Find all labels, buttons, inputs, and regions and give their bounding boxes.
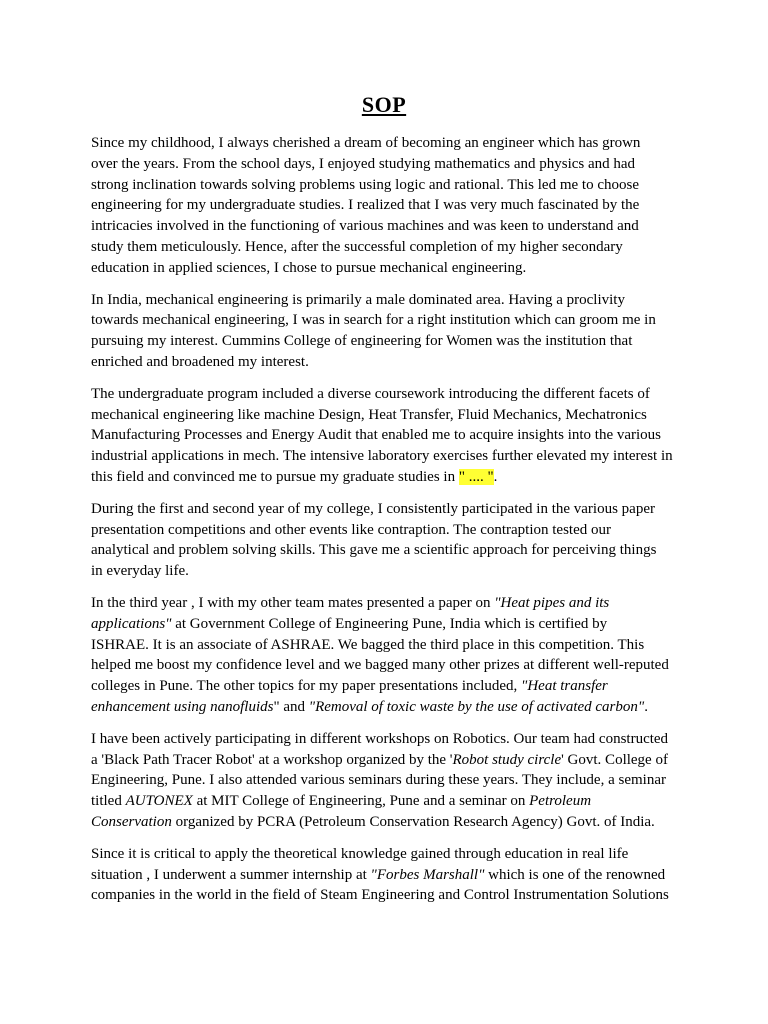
text-line: education in applied sciences, I chose to pursue mechanical engineering. (91, 259, 527, 276)
text-line: I have been actively participating in different workshops on Robotics. Our team had constructed (91, 730, 669, 747)
text-line: mechanical engineering like machine Design, Heat Transfer, Fluid Mechanics, Mechatronics (91, 406, 647, 423)
text-fragment: this field and convinced me to pursue my graduate studies in (91, 468, 459, 485)
paragraph-6 (91, 729, 691, 833)
text-line: industrial applications in mech. The intensive laboratory exercises further elevated my interest in (91, 448, 673, 465)
text-line: Since it is critical to apply the theoretical knowledge gained through education in real life (91, 845, 629, 862)
text-line: enriched and broadened my interest. (91, 353, 309, 370)
text-line: ISHRAE. It is an associate of ASHRAE. We bagged the third place in this competition. This (91, 636, 645, 653)
text-line: Engineering, Pune. I also attended various seminars during these years. They include, a seminar (91, 772, 666, 789)
text-fragment: at MIT College of Engineering, Pune and a seminar on (192, 793, 530, 810)
text-fragment: titled (91, 793, 126, 810)
text-line: engineering for my undergraduate studies. I realized that I was very much fascinated by the (91, 197, 640, 214)
text-line (91, 676, 691, 697)
italic-text: Robot study circle (452, 751, 562, 768)
text-fragment: which is one of the renowned (484, 866, 666, 883)
text-line: intricacies involved in the functioning of various machines and was keen to understand and (91, 218, 639, 235)
text-fragment: a 'Black Path Tracer Robot' at a workshop organized by the ' (91, 751, 453, 768)
paragraph-7 (91, 844, 691, 906)
text-line: in everyday life. (91, 563, 189, 580)
paragraph-2 (91, 290, 691, 373)
text-line: In India, mechanical engineering is primarily a male dominated area. Having a proclivity (91, 291, 625, 308)
italic-text: enhancement using nanofluids (91, 698, 274, 715)
text-line: The undergraduate program included a diverse coursework introducing the different facets of (91, 385, 650, 402)
paragraph-5 (91, 593, 691, 718)
text-line: analytical and problem solving skills. This gave me a scientific approach for perceiving things (91, 542, 657, 559)
text-line: helped me boost my confidence level and we bagged many other prizes at different well-reputed (91, 657, 669, 674)
text-line (91, 467, 691, 488)
italic-text: applications" (91, 615, 172, 632)
text-fragment: " and (273, 698, 309, 715)
text-fragment: situation , I underwent a summer internship at (91, 866, 371, 883)
paragraph-4 (91, 499, 691, 582)
text-line (91, 697, 691, 718)
text-line (91, 812, 691, 833)
text-line: Manufacturing Processes and Energy Audit that enabled me to acquire insights into the various (91, 427, 662, 444)
text-fragment: . (644, 698, 648, 715)
text-line: companies in the world in the field of Steam Engineering and Control Instrumentation Solutions (91, 887, 669, 904)
paragraph-3 (91, 384, 691, 488)
text-fragment: In the third year , I with my other team mates presented a paper on (91, 594, 495, 611)
text-line: strong inclination towards solving problems using logic and rational. This led me to choose (91, 176, 639, 193)
text-fragment: ' Govt. College of (561, 751, 668, 768)
text-fragment: organized by PCRA (Petroleum Conservation Research Agency) Govt. of India. (171, 813, 655, 830)
italic-text: "Forbes Marshall" (370, 866, 485, 883)
text-line (91, 593, 691, 614)
text-line: pursuing my interest. Cummins College of engineering for Women was the institution that (91, 333, 633, 350)
document-body (91, 133, 691, 917)
italic-text: "Removal of toxic waste by the use of activated carbon" (308, 698, 645, 715)
text-line: over the years. From the school days, I enjoyed studying mathematics and physics and had (91, 155, 636, 172)
italic-text: AUTONEX (125, 793, 193, 810)
text-line (91, 614, 691, 635)
text-line (91, 865, 691, 886)
text-fragment: . (493, 468, 498, 485)
text-line: towards mechanical engineering, I was in search for a right institution which can groom me in (91, 312, 656, 329)
text-line: presentation competitions and other events like contraption. The contraption tested our (91, 521, 611, 538)
italic-text: "Heat transfer (521, 678, 608, 695)
highlighted-placeholder: " .... " (458, 468, 494, 485)
text-fragment: at Government College of Engineering Pune, India which is certified by (171, 615, 608, 632)
paragraph-1 (91, 133, 691, 279)
italic-text: Petroleum (529, 793, 592, 810)
italic-text: "Heat pipes and its (494, 594, 610, 611)
text-line (91, 791, 691, 812)
text-line (91, 750, 691, 771)
document-title: SOP (361, 92, 407, 117)
text-line: During the first and second year of my college, I consistently participated in the various paper (91, 500, 655, 517)
text-line: study them meticulously. Hence, after the successful completion of my higher secondary (91, 238, 623, 255)
text-fragment: colleges in Pune. The other topics for my paper presentations included, (91, 678, 522, 695)
italic-text: Conservation (91, 813, 172, 830)
text-line: Since my childhood, I always cherished a dream of becoming an engineer which has grown (91, 135, 641, 151)
